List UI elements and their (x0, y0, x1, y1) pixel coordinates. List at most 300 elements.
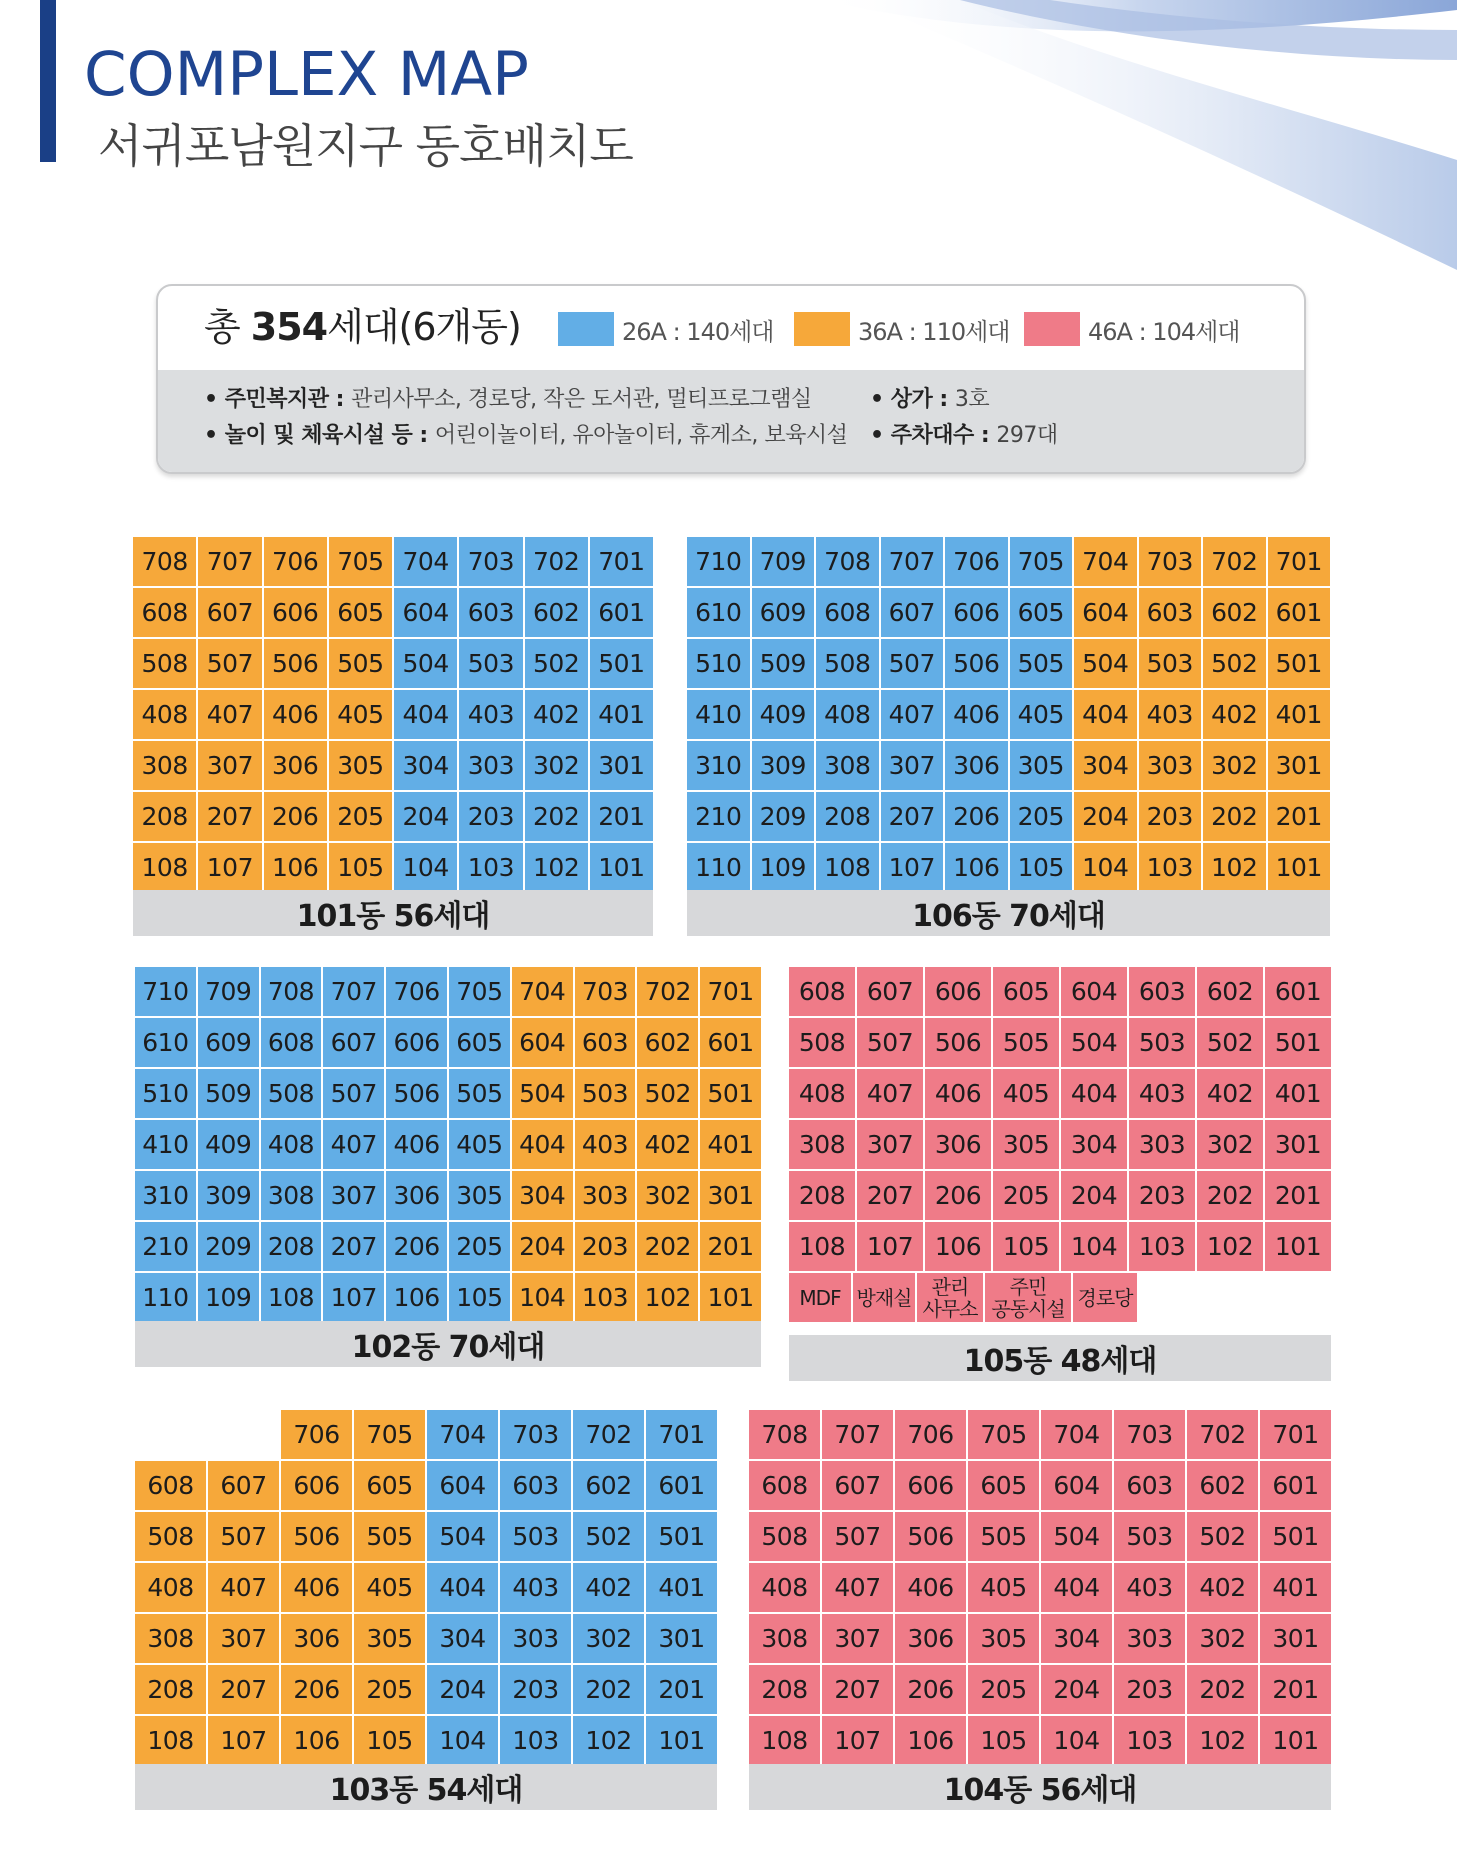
unit-cell[interactable]: 508 (261, 1069, 322, 1118)
unit-cell[interactable]: 604 (394, 588, 457, 637)
unit-cell[interactable]: 608 (135, 1461, 206, 1510)
unit-cell[interactable]: 704 (1074, 537, 1137, 586)
unit-cell[interactable]: 404 (1061, 1069, 1127, 1118)
unit-cell[interactable]: 508 (816, 639, 879, 688)
unit-cell[interactable]: 708 (133, 537, 196, 586)
unit-cell[interactable]: 102 (1203, 843, 1266, 892)
unit-cell[interactable]: 402 (1203, 690, 1266, 739)
unit-cell[interactable]: 603 (500, 1461, 571, 1510)
unit-cell[interactable]: 608 (749, 1461, 820, 1510)
unit-cell[interactable]: 204 (427, 1665, 498, 1714)
unit-cell[interactable]: 205 (449, 1222, 510, 1271)
unit-cell[interactable]: 305 (1010, 741, 1073, 790)
unit-cell[interactable]: 609 (752, 588, 815, 637)
unit-cell[interactable]: 710 (135, 967, 196, 1016)
unit-cell[interactable]: 705 (1010, 537, 1073, 586)
unit-cell[interactable]: 706 (264, 537, 327, 586)
unit-cell[interactable]: 501 (1268, 639, 1331, 688)
unit-cell[interactable]: 407 (857, 1069, 923, 1118)
unit-cell[interactable]: 505 (968, 1512, 1039, 1561)
unit-cell[interactable]: 507 (857, 1018, 923, 1067)
unit-cell[interactable]: 305 (993, 1120, 1059, 1169)
unit-cell[interactable]: 105 (449, 1273, 510, 1322)
unit-cell[interactable]: 108 (749, 1716, 820, 1765)
unit-cell[interactable]: 101 (1265, 1222, 1331, 1271)
unit-cell[interactable]: 701 (700, 967, 761, 1016)
unit-cell[interactable]: 205 (968, 1665, 1039, 1714)
unit-cell[interactable]: 601 (1268, 588, 1331, 637)
unit-cell[interactable]: 207 (822, 1665, 893, 1714)
unit-cell[interactable]: 507 (323, 1069, 384, 1118)
unit-cell[interactable]: 704 (427, 1410, 498, 1459)
unit-cell[interactable]: 410 (135, 1120, 196, 1169)
unit-cell[interactable]: 302 (1197, 1120, 1263, 1169)
unit-cell[interactable]: 304 (1074, 741, 1137, 790)
unit-cell[interactable]: 301 (646, 1614, 717, 1663)
unit-cell[interactable]: 402 (573, 1563, 644, 1612)
unit-cell[interactable]: 104 (1074, 843, 1137, 892)
unit-cell[interactable]: 208 (749, 1665, 820, 1714)
unit-cell[interactable]: 104 (1041, 1716, 1112, 1765)
unit-cell[interactable]: 608 (816, 588, 879, 637)
unit-cell[interactable]: 106 (264, 843, 327, 892)
unit-cell[interactable]: 710 (687, 537, 750, 586)
unit-cell[interactable]: 106 (895, 1716, 966, 1765)
unit-cell[interactable]: 202 (1203, 792, 1266, 841)
unit-cell[interactable]: 405 (968, 1563, 1039, 1612)
unit-cell[interactable]: 606 (895, 1461, 966, 1510)
unit-cell[interactable]: 105 (1010, 843, 1073, 892)
unit-cell[interactable]: 207 (208, 1665, 279, 1714)
unit-cell[interactable]: 210 (687, 792, 750, 841)
unit-cell[interactable]: 708 (749, 1410, 820, 1459)
unit-cell[interactable]: 702 (525, 537, 588, 586)
unit-cell[interactable]: 401 (1260, 1563, 1331, 1612)
unit-cell[interactable]: 705 (968, 1410, 1039, 1459)
unit-cell[interactable]: 608 (133, 588, 196, 637)
unit-cell[interactable]: 408 (135, 1563, 206, 1612)
unit-cell[interactable]: 506 (264, 639, 327, 688)
unit-cell[interactable]: 704 (1041, 1410, 1112, 1459)
unit-cell[interactable]: 503 (500, 1512, 571, 1561)
unit-cell[interactable]: 704 (394, 537, 457, 586)
unit-cell[interactable]: 202 (1187, 1665, 1258, 1714)
unit-cell[interactable]: 403 (459, 690, 522, 739)
unit-cell[interactable]: 706 (945, 537, 1008, 586)
unit-cell[interactable]: 403 (1139, 690, 1202, 739)
unit-cell[interactable]: 106 (925, 1222, 991, 1271)
unit-cell[interactable]: 406 (895, 1563, 966, 1612)
unit-cell[interactable]: 505 (1010, 639, 1073, 688)
unit-cell[interactable]: 401 (590, 690, 653, 739)
unit-cell[interactable]: 708 (261, 967, 322, 1016)
unit-cell[interactable]: 304 (394, 741, 457, 790)
unit-cell[interactable]: 701 (1260, 1410, 1331, 1459)
unit-cell[interactable]: 109 (198, 1273, 259, 1322)
unit-cell[interactable]: 201 (1268, 792, 1331, 841)
unit-cell[interactable]: 508 (135, 1512, 206, 1561)
unit-cell[interactable]: 509 (198, 1069, 259, 1118)
unit-cell[interactable]: 604 (512, 1018, 573, 1067)
unit-cell[interactable]: 103 (1129, 1222, 1195, 1271)
unit-cell[interactable]: 205 (1010, 792, 1073, 841)
unit-cell[interactable]: 203 (1129, 1171, 1195, 1220)
unit-cell[interactable]: 107 (857, 1222, 923, 1271)
unit-cell[interactable]: 504 (1074, 639, 1137, 688)
unit-cell[interactable]: 709 (198, 967, 259, 1016)
unit-cell[interactable]: 302 (1203, 741, 1266, 790)
unit-cell[interactable]: 406 (386, 1120, 447, 1169)
unit-cell[interactable]: 404 (394, 690, 457, 739)
unit-cell[interactable]: 205 (329, 792, 392, 841)
unit-cell[interactable]: 505 (449, 1069, 510, 1118)
unit-cell[interactable]: 605 (968, 1461, 1039, 1510)
unit-cell[interactable]: 610 (135, 1018, 196, 1067)
unit-cell[interactable]: 402 (525, 690, 588, 739)
unit-cell[interactable]: 204 (394, 792, 457, 841)
unit-cell[interactable]: 103 (1139, 843, 1202, 892)
unit-cell[interactable]: 405 (354, 1563, 425, 1612)
unit-cell[interactable]: 102 (525, 843, 588, 892)
unit-cell[interactable]: 608 (789, 967, 855, 1016)
unit-cell[interactable]: 106 (281, 1716, 352, 1765)
unit-cell[interactable]: 103 (1114, 1716, 1185, 1765)
unit-cell[interactable]: 404 (427, 1563, 498, 1612)
unit-cell[interactable]: 703 (1114, 1410, 1185, 1459)
unit-cell[interactable]: 107 (822, 1716, 893, 1765)
unit-cell[interactable]: 404 (512, 1120, 573, 1169)
unit-cell[interactable]: 410 (687, 690, 750, 739)
unit-cell[interactable]: 601 (590, 588, 653, 637)
unit-cell[interactable]: 504 (394, 639, 457, 688)
unit-cell[interactable]: 607 (208, 1461, 279, 1510)
unit-cell[interactable]: 502 (637, 1069, 698, 1118)
unit-cell[interactable]: 108 (789, 1222, 855, 1271)
unit-cell[interactable]: 501 (1260, 1512, 1331, 1561)
unit-cell[interactable]: 104 (512, 1273, 573, 1322)
unit-cell[interactable]: 408 (816, 690, 879, 739)
unit-cell[interactable]: 403 (1114, 1563, 1185, 1612)
unit-cell[interactable]: 108 (816, 843, 879, 892)
facility-cell[interactable]: 관리 사무소 (917, 1273, 983, 1322)
unit-cell[interactable]: 303 (1114, 1614, 1185, 1663)
unit-cell[interactable]: 302 (573, 1614, 644, 1663)
unit-cell[interactable]: 501 (590, 639, 653, 688)
unit-cell[interactable]: 602 (1203, 588, 1266, 637)
unit-cell[interactable]: 701 (590, 537, 653, 586)
unit-cell[interactable]: 301 (590, 741, 653, 790)
unit-cell[interactable]: 505 (329, 639, 392, 688)
facility-cell[interactable]: 경로당 (1073, 1273, 1137, 1322)
unit-cell[interactable]: 206 (895, 1665, 966, 1714)
unit-cell[interactable]: 307 (857, 1120, 923, 1169)
unit-cell[interactable]: 101 (1268, 843, 1331, 892)
unit-cell[interactable]: 303 (1139, 741, 1202, 790)
unit-cell[interactable]: 604 (1061, 967, 1127, 1016)
unit-cell[interactable]: 207 (857, 1171, 923, 1220)
unit-cell[interactable]: 603 (1129, 967, 1195, 1016)
unit-cell[interactable]: 603 (1114, 1461, 1185, 1510)
unit-cell[interactable]: 306 (264, 741, 327, 790)
unit-cell[interactable]: 203 (1139, 792, 1202, 841)
unit-cell[interactable]: 405 (1010, 690, 1073, 739)
unit-cell[interactable]: 605 (354, 1461, 425, 1510)
unit-cell[interactable]: 507 (198, 639, 261, 688)
unit-cell[interactable]: 607 (198, 588, 261, 637)
unit-cell[interactable]: 304 (1061, 1120, 1127, 1169)
unit-cell[interactable]: 107 (323, 1273, 384, 1322)
unit-cell[interactable]: 505 (354, 1512, 425, 1561)
unit-cell[interactable]: 308 (135, 1614, 206, 1663)
unit-cell[interactable]: 204 (1074, 792, 1137, 841)
unit-cell[interactable]: 309 (198, 1171, 259, 1220)
unit-cell[interactable]: 501 (1265, 1018, 1331, 1067)
unit-cell[interactable]: 206 (386, 1222, 447, 1271)
facility-cell[interactable]: 방재실 (853, 1273, 915, 1322)
unit-cell[interactable]: 101 (1260, 1716, 1331, 1765)
unit-cell[interactable]: 208 (133, 792, 196, 841)
unit-cell[interactable]: 102 (1187, 1716, 1258, 1765)
unit-cell[interactable]: 102 (573, 1716, 644, 1765)
unit-cell[interactable]: 305 (449, 1171, 510, 1220)
unit-cell[interactable]: 206 (925, 1171, 991, 1220)
unit-cell[interactable]: 201 (1265, 1171, 1331, 1220)
unit-cell[interactable]: 606 (925, 967, 991, 1016)
unit-cell[interactable]: 504 (1061, 1018, 1127, 1067)
unit-cell[interactable]: 406 (945, 690, 1008, 739)
unit-cell[interactable]: 308 (789, 1120, 855, 1169)
unit-cell[interactable]: 202 (1197, 1171, 1263, 1220)
unit-cell[interactable]: 409 (752, 690, 815, 739)
unit-cell[interactable]: 401 (1268, 690, 1331, 739)
unit-cell[interactable]: 407 (323, 1120, 384, 1169)
unit-cell[interactable]: 601 (1265, 967, 1331, 1016)
unit-cell[interactable]: 505 (993, 1018, 1059, 1067)
unit-cell[interactable]: 305 (354, 1614, 425, 1663)
unit-cell[interactable]: 706 (895, 1410, 966, 1459)
unit-cell[interactable]: 206 (945, 792, 1008, 841)
unit-cell[interactable]: 202 (573, 1665, 644, 1714)
unit-cell[interactable]: 510 (687, 639, 750, 688)
unit-cell[interactable]: 304 (427, 1614, 498, 1663)
unit-cell[interactable]: 610 (687, 588, 750, 637)
unit-cell[interactable]: 202 (637, 1222, 698, 1271)
unit-cell[interactable]: 503 (459, 639, 522, 688)
unit-cell[interactable]: 708 (816, 537, 879, 586)
unit-cell[interactable]: 702 (573, 1410, 644, 1459)
unit-cell[interactable]: 108 (135, 1716, 206, 1765)
unit-cell[interactable]: 209 (752, 792, 815, 841)
unit-cell[interactable]: 602 (637, 1018, 698, 1067)
unit-cell[interactable]: 405 (449, 1120, 510, 1169)
unit-cell[interactable]: 102 (637, 1273, 698, 1322)
unit-cell[interactable]: 301 (1260, 1614, 1331, 1663)
unit-cell[interactable]: 503 (1129, 1018, 1195, 1067)
unit-cell[interactable]: 407 (822, 1563, 893, 1612)
unit-cell[interactable]: 407 (198, 690, 261, 739)
unit-cell[interactable]: 705 (329, 537, 392, 586)
unit-cell[interactable]: 408 (789, 1069, 855, 1118)
unit-cell[interactable]: 604 (427, 1461, 498, 1510)
facility-cell[interactable]: 주민 공동시설 (985, 1273, 1071, 1322)
unit-cell[interactable]: 403 (500, 1563, 571, 1612)
unit-cell[interactable]: 205 (993, 1171, 1059, 1220)
unit-cell[interactable]: 706 (281, 1410, 352, 1459)
unit-cell[interactable]: 605 (993, 967, 1059, 1016)
unit-cell[interactable]: 707 (881, 537, 944, 586)
unit-cell[interactable]: 101 (646, 1716, 717, 1765)
unit-cell[interactable]: 703 (459, 537, 522, 586)
unit-cell[interactable]: 507 (881, 639, 944, 688)
unit-cell[interactable]: 206 (281, 1665, 352, 1714)
unit-cell[interactable]: 209 (198, 1222, 259, 1271)
unit-cell[interactable]: 208 (135, 1665, 206, 1714)
unit-cell[interactable]: 207 (323, 1222, 384, 1271)
unit-cell[interactable]: 308 (749, 1614, 820, 1663)
unit-cell[interactable]: 701 (646, 1410, 717, 1459)
unit-cell[interactable]: 406 (264, 690, 327, 739)
unit-cell[interactable]: 606 (281, 1461, 352, 1510)
unit-cell[interactable]: 608 (261, 1018, 322, 1067)
unit-cell[interactable]: 204 (1061, 1171, 1127, 1220)
unit-cell[interactable]: 603 (575, 1018, 636, 1067)
unit-cell[interactable]: 602 (1187, 1461, 1258, 1510)
unit-cell[interactable]: 704 (512, 967, 573, 1016)
unit-cell[interactable]: 606 (264, 588, 327, 637)
unit-cell[interactable]: 702 (1203, 537, 1266, 586)
unit-cell[interactable]: 702 (1187, 1410, 1258, 1459)
unit-cell[interactable]: 108 (133, 843, 196, 892)
unit-cell[interactable]: 604 (1041, 1461, 1112, 1510)
unit-cell[interactable]: 310 (135, 1171, 196, 1220)
unit-cell[interactable]: 707 (822, 1410, 893, 1459)
unit-cell[interactable]: 307 (208, 1614, 279, 1663)
unit-cell[interactable]: 308 (261, 1171, 322, 1220)
unit-cell[interactable]: 504 (512, 1069, 573, 1118)
unit-cell[interactable]: 208 (816, 792, 879, 841)
unit-cell[interactable]: 503 (1139, 639, 1202, 688)
unit-cell[interactable]: 406 (281, 1563, 352, 1612)
unit-cell[interactable]: 401 (700, 1120, 761, 1169)
unit-cell[interactable]: 304 (1041, 1614, 1112, 1663)
unit-cell[interactable]: 206 (264, 792, 327, 841)
unit-cell[interactable]: 207 (881, 792, 944, 841)
unit-cell[interactable]: 402 (1187, 1563, 1258, 1612)
unit-cell[interactable]: 305 (968, 1614, 1039, 1663)
unit-cell[interactable]: 703 (500, 1410, 571, 1459)
unit-cell[interactable]: 606 (386, 1018, 447, 1067)
unit-cell[interactable]: 306 (386, 1171, 447, 1220)
unit-cell[interactable]: 202 (525, 792, 588, 841)
unit-cell[interactable]: 101 (590, 843, 653, 892)
facility-cell[interactable]: MDF (789, 1273, 851, 1322)
unit-cell[interactable]: 401 (1265, 1069, 1331, 1118)
unit-cell[interactable]: 304 (512, 1171, 573, 1220)
unit-cell[interactable]: 305 (329, 741, 392, 790)
unit-cell[interactable]: 405 (329, 690, 392, 739)
unit-cell[interactable]: 508 (133, 639, 196, 688)
unit-cell[interactable]: 508 (789, 1018, 855, 1067)
unit-cell[interactable]: 303 (500, 1614, 571, 1663)
unit-cell[interactable]: 203 (500, 1665, 571, 1714)
unit-cell[interactable]: 105 (354, 1716, 425, 1765)
unit-cell[interactable]: 701 (1268, 537, 1331, 586)
unit-cell[interactable]: 109 (752, 843, 815, 892)
unit-cell[interactable]: 303 (575, 1171, 636, 1220)
unit-cell[interactable]: 103 (575, 1273, 636, 1322)
unit-cell[interactable]: 408 (749, 1563, 820, 1612)
unit-cell[interactable]: 107 (881, 843, 944, 892)
unit-cell[interactable]: 401 (646, 1563, 717, 1612)
unit-cell[interactable]: 301 (1268, 741, 1331, 790)
unit-cell[interactable]: 301 (1265, 1120, 1331, 1169)
unit-cell[interactable]: 601 (646, 1461, 717, 1510)
unit-cell[interactable]: 408 (261, 1120, 322, 1169)
unit-cell[interactable]: 306 (281, 1614, 352, 1663)
unit-cell[interactable]: 307 (881, 741, 944, 790)
unit-cell[interactable]: 105 (968, 1716, 1039, 1765)
unit-cell[interactable]: 707 (323, 967, 384, 1016)
unit-cell[interactable]: 102 (1197, 1222, 1263, 1271)
unit-cell[interactable]: 507 (208, 1512, 279, 1561)
unit-cell[interactable]: 402 (1197, 1069, 1263, 1118)
unit-cell[interactable]: 408 (133, 690, 196, 739)
unit-cell[interactable]: 306 (895, 1614, 966, 1663)
unit-cell[interactable]: 706 (386, 967, 447, 1016)
unit-cell[interactable]: 501 (646, 1512, 717, 1561)
unit-cell[interactable]: 503 (575, 1069, 636, 1118)
unit-cell[interactable]: 107 (208, 1716, 279, 1765)
unit-cell[interactable]: 506 (386, 1069, 447, 1118)
unit-cell[interactable]: 303 (459, 741, 522, 790)
unit-cell[interactable]: 407 (881, 690, 944, 739)
unit-cell[interactable]: 310 (687, 741, 750, 790)
unit-cell[interactable]: 602 (525, 588, 588, 637)
unit-cell[interactable]: 110 (135, 1273, 196, 1322)
unit-cell[interactable]: 302 (637, 1171, 698, 1220)
unit-cell[interactable]: 504 (427, 1512, 498, 1561)
unit-cell[interactable]: 306 (925, 1120, 991, 1169)
unit-cell[interactable]: 403 (575, 1120, 636, 1169)
unit-cell[interactable]: 609 (198, 1018, 259, 1067)
unit-cell[interactable]: 101 (700, 1273, 761, 1322)
unit-cell[interactable]: 602 (573, 1461, 644, 1510)
unit-cell[interactable]: 506 (945, 639, 1008, 688)
unit-cell[interactable]: 201 (700, 1222, 761, 1271)
unit-cell[interactable]: 508 (749, 1512, 820, 1561)
unit-cell[interactable]: 403 (1129, 1069, 1195, 1118)
unit-cell[interactable]: 108 (261, 1273, 322, 1322)
unit-cell[interactable]: 707 (198, 537, 261, 586)
unit-cell[interactable]: 105 (329, 843, 392, 892)
unit-cell[interactable]: 203 (575, 1222, 636, 1271)
unit-cell[interactable]: 506 (925, 1018, 991, 1067)
unit-cell[interactable]: 605 (449, 1018, 510, 1067)
unit-cell[interactable]: 607 (881, 588, 944, 637)
unit-cell[interactable]: 502 (525, 639, 588, 688)
unit-cell[interactable]: 306 (945, 741, 1008, 790)
unit-cell[interactable]: 409 (198, 1120, 259, 1169)
unit-cell[interactable]: 510 (135, 1069, 196, 1118)
unit-cell[interactable]: 308 (816, 741, 879, 790)
unit-cell[interactable]: 106 (386, 1273, 447, 1322)
unit-cell[interactable]: 307 (323, 1171, 384, 1220)
unit-cell[interactable]: 604 (1074, 588, 1137, 637)
unit-cell[interactable]: 107 (198, 843, 261, 892)
unit-cell[interactable]: 509 (752, 639, 815, 688)
unit-cell[interactable]: 603 (1139, 588, 1202, 637)
unit-cell[interactable]: 502 (1197, 1018, 1263, 1067)
